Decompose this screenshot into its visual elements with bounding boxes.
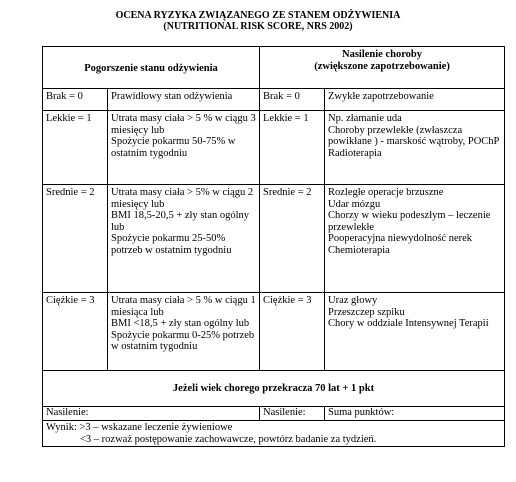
header-disease-severity — [260, 47, 505, 89]
criteria-cell — [325, 111, 505, 185]
criteria-line: Rozległe operacje brzuszne — [328, 187, 444, 198]
criteria-line: Chorzy w wieku podeszłym – leczenie przewlekłe — [328, 210, 491, 233]
criteria-line: Utrata masy ciała > 5% w ciągu 2 miesięcy lub — [111, 187, 254, 210]
criteria-cell — [108, 89, 260, 111]
criteria-line: BMI <18,5 + zły stan ogólny lub — [111, 318, 250, 329]
criteria-line: Radioterapia — [328, 147, 382, 159]
grade-cell: Ciężkie = 3 — [43, 293, 108, 371]
criteria-line: Prawidłowy stan odżywienia — [111, 91, 233, 102]
grade-cell: Srednie = 2 — [43, 185, 108, 293]
criteria-line: Np. złamanie uda — [328, 113, 402, 124]
criteria-line: Zwykłe zapotrzebowanie — [328, 91, 434, 102]
nasilenie-right-field: Nasilenie: — [260, 407, 325, 421]
criteria-line: Chemioterapia — [328, 244, 390, 256]
footer-row — [43, 407, 505, 421]
criteria-cell — [108, 293, 260, 371]
table-row — [43, 293, 505, 371]
result-row — [43, 421, 505, 447]
grade-cell: Lekkie = 1 — [43, 111, 108, 185]
suma-field: Suma punktów: — [325, 407, 505, 421]
criteria-line: Spożycie pokarmu 25-50% potrzeb w ostatnim tygodniu — [111, 233, 232, 256]
table-row — [43, 89, 505, 111]
criteria-cell — [325, 185, 505, 293]
result-cell — [43, 421, 505, 447]
age-note: Jeżeli wiek chorego przekracza 70 lat + 1 pkt — [43, 371, 505, 407]
criteria-line: Przeszczep szpiku — [328, 306, 405, 318]
age-note-row — [43, 371, 505, 407]
nrs-table — [42, 46, 505, 447]
criteria-line: Udar mózgu — [328, 198, 381, 210]
header-right-line-2: (zwiększone zapotrzebowanie) — [314, 60, 450, 72]
grade-cell: Ciężkie = 3 — [260, 293, 325, 371]
criteria-line: Pooperacyjna niewydolność nerek — [328, 233, 473, 244]
criteria-cell — [108, 111, 260, 185]
nasilenie-left-field: Nasilenie: — [43, 407, 260, 421]
criteria-line: Spożycie pokarmu 50-75% w ostatnim tygodniu — [111, 136, 236, 159]
grade-cell: Srednie = 2 — [260, 185, 325, 293]
document-title — [0, 10, 516, 32]
table-row — [43, 111, 505, 185]
grade-cell: Brak = 0 — [260, 89, 325, 111]
table-row — [43, 185, 505, 293]
criteria-cell — [108, 185, 260, 293]
result-line-2: <3 – rozważ postępowanie zachowawcze, powtórz badanie za tydzień. — [80, 433, 377, 445]
criteria-line: Choroby przewlekłe (zwłaszcza powikłane ) - marskość wątroby, POChP — [328, 124, 500, 147]
criteria-line: Chory w oddziale Intensywnej Terapii — [328, 318, 489, 329]
header-row — [43, 47, 505, 89]
criteria-cell — [325, 89, 505, 111]
header-right-line-1: Nasilenie choroby — [342, 49, 423, 60]
grade-cell: Brak = 0 — [43, 89, 108, 111]
criteria-cell — [325, 293, 505, 371]
header-nutrition-status: Pogorszenie stanu odżywienia — [43, 47, 260, 89]
title-line-2: (NUTRITIONAL RISK SCORE, NRS 2002) — [163, 21, 353, 32]
criteria-line: Utrata masy ciała > 5 % w ciągu 1 miesiąca lub — [111, 295, 256, 318]
grade-cell: Lekkie = 1 — [260, 111, 325, 185]
criteria-line: Spożycie pokarmu 0-25% potrzeb w ostatnim tygodniu — [111, 329, 255, 352]
result-line-1: Wynik: >3 – wskazane leczenie żywieniowe — [46, 422, 233, 433]
criteria-line: BMI 18,5-20,5 + zły stan ogólny lub — [111, 210, 250, 233]
criteria-line: Uraz głowy — [328, 295, 378, 306]
criteria-line: Utrata masy ciała > 5 % w ciągu 3 miesięcy lub — [111, 113, 256, 136]
title-line-1: OCENA RYZYKA ZWIĄZANEGO ZE STANEM ODŻYWIENIA — [115, 10, 401, 21]
